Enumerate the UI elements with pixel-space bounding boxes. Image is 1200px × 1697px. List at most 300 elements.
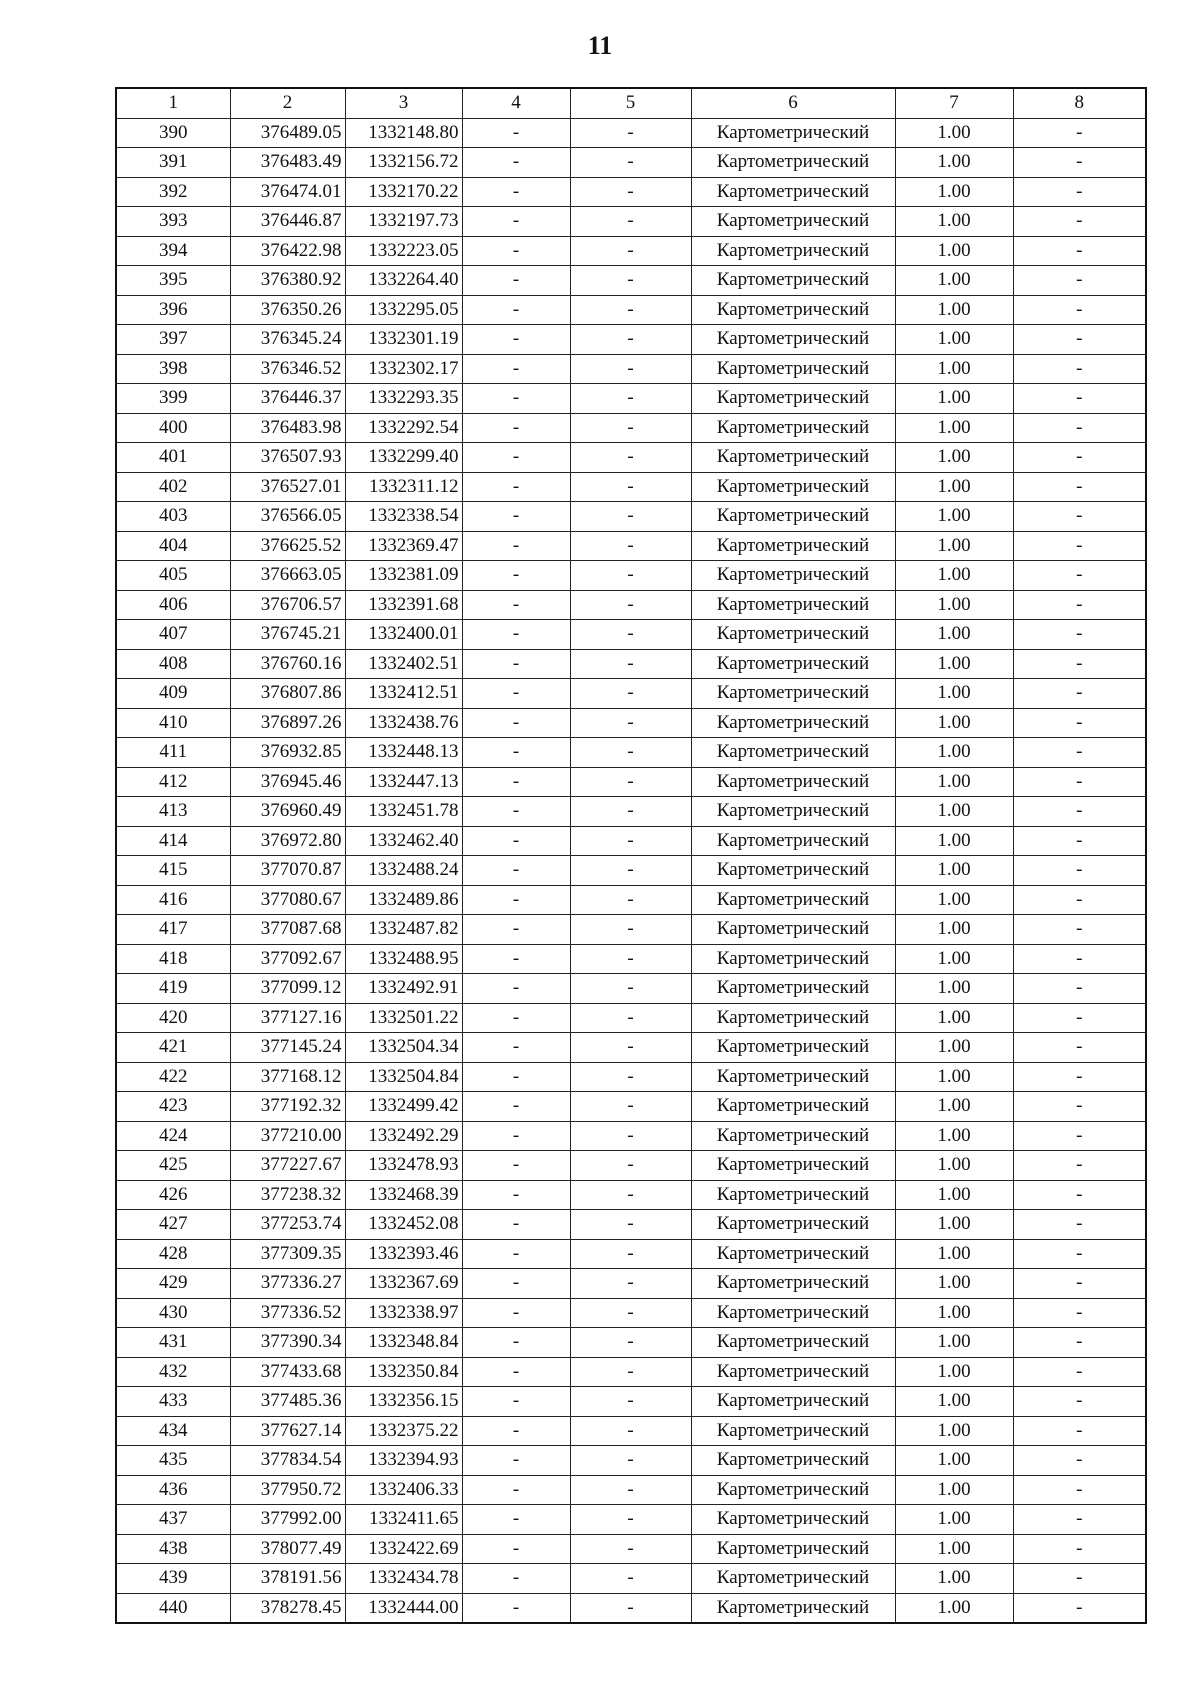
- cell-coord-x: 376345.24: [230, 325, 345, 355]
- cell-accuracy: 1.00: [895, 472, 1013, 502]
- cell-col-4: -: [462, 620, 570, 650]
- cell-col-5: -: [570, 738, 691, 768]
- cell-coord-x: 376625.52: [230, 531, 345, 561]
- cell-col-5: -: [570, 1151, 691, 1181]
- cell-accuracy: 1.00: [895, 915, 1013, 945]
- cell-method: Картометрический: [691, 649, 895, 679]
- cell-method: Картометрический: [691, 325, 895, 355]
- header-cell: 8: [1013, 88, 1146, 118]
- cell-coord-x: 377950.72: [230, 1475, 345, 1505]
- cell-point-number: 396: [116, 295, 230, 325]
- cell-coord-y: 1332338.54: [345, 502, 462, 532]
- cell-col-8: -: [1013, 148, 1146, 178]
- cell-col-5: -: [570, 974, 691, 1004]
- table-row: [116, 295, 1146, 325]
- cell-coord-y: 1332293.35: [345, 384, 462, 414]
- cell-coord-y: 1332448.13: [345, 738, 462, 768]
- cell-accuracy: 1.00: [895, 1239, 1013, 1269]
- table-row: [116, 826, 1146, 856]
- cell-coord-y: 1332299.40: [345, 443, 462, 473]
- cell-accuracy: 1.00: [895, 295, 1013, 325]
- cell-col-5: -: [570, 295, 691, 325]
- cell-point-number: 431: [116, 1328, 230, 1358]
- table-row: [116, 1210, 1146, 1240]
- cell-coord-y: 1332348.84: [345, 1328, 462, 1358]
- cell-point-number: 394: [116, 236, 230, 266]
- cell-col-4: -: [462, 915, 570, 945]
- cell-col-4: -: [462, 1210, 570, 1240]
- cell-col-8: -: [1013, 826, 1146, 856]
- cell-coord-x: 377336.52: [230, 1298, 345, 1328]
- cell-method: Картометрический: [691, 502, 895, 532]
- cell-col-5: -: [570, 1298, 691, 1328]
- cell-col-4: -: [462, 443, 570, 473]
- cell-accuracy: 1.00: [895, 354, 1013, 384]
- cell-accuracy: 1.00: [895, 590, 1013, 620]
- cell-coord-x: 376446.37: [230, 384, 345, 414]
- cell-col-5: -: [570, 384, 691, 414]
- cell-point-number: 424: [116, 1121, 230, 1151]
- cell-method: Картометрический: [691, 1269, 895, 1299]
- cell-point-number: 401: [116, 443, 230, 473]
- table-row: [116, 590, 1146, 620]
- cell-method: Картометрический: [691, 856, 895, 886]
- cell-coord-x: 377145.24: [230, 1033, 345, 1063]
- cell-col-5: -: [570, 266, 691, 296]
- table-row: [116, 502, 1146, 532]
- cell-col-5: -: [570, 590, 691, 620]
- table-row: [116, 738, 1146, 768]
- cell-col-5: -: [570, 1210, 691, 1240]
- cell-col-8: -: [1013, 384, 1146, 414]
- cell-accuracy: 1.00: [895, 1593, 1013, 1623]
- cell-method: Картометрический: [691, 1564, 895, 1594]
- cell-accuracy: 1.00: [895, 266, 1013, 296]
- cell-col-4: -: [462, 1505, 570, 1535]
- cell-col-5: -: [570, 1328, 691, 1358]
- table-row: [116, 1593, 1146, 1623]
- cell-point-number: 416: [116, 885, 230, 915]
- header-cell: 5: [570, 88, 691, 118]
- cell-accuracy: 1.00: [895, 1505, 1013, 1535]
- cell-col-5: -: [570, 1446, 691, 1476]
- cell-col-8: -: [1013, 531, 1146, 561]
- cell-method: Картометрический: [691, 1593, 895, 1623]
- cell-accuracy: 1.00: [895, 413, 1013, 443]
- cell-point-number: 393: [116, 207, 230, 237]
- header-cell: 1: [116, 88, 230, 118]
- table-row: [116, 1239, 1146, 1269]
- cell-coord-y: 1332478.93: [345, 1151, 462, 1181]
- cell-coord-x: 378191.56: [230, 1564, 345, 1594]
- cell-method: Картометрический: [691, 974, 895, 1004]
- cell-accuracy: 1.00: [895, 885, 1013, 915]
- cell-coord-x: 376960.49: [230, 797, 345, 827]
- cell-coord-x: 376483.49: [230, 148, 345, 178]
- cell-accuracy: 1.00: [895, 1475, 1013, 1505]
- table-body: [116, 118, 1146, 1623]
- cell-coord-x: 377192.32: [230, 1092, 345, 1122]
- table-row: [116, 561, 1146, 591]
- cell-method: Картометрический: [691, 1387, 895, 1417]
- cell-coord-x: 376422.98: [230, 236, 345, 266]
- cell-accuracy: 1.00: [895, 443, 1013, 473]
- cell-col-8: -: [1013, 1505, 1146, 1535]
- cell-point-number: 438: [116, 1534, 230, 1564]
- cell-col-5: -: [570, 708, 691, 738]
- cell-col-5: -: [570, 1475, 691, 1505]
- cell-col-4: -: [462, 1564, 570, 1594]
- cell-coord-x: 376945.46: [230, 767, 345, 797]
- cell-col-4: -: [462, 354, 570, 384]
- table-row: [116, 1505, 1146, 1535]
- cell-col-8: -: [1013, 1416, 1146, 1446]
- cell-col-4: -: [462, 708, 570, 738]
- cell-col-4: -: [462, 413, 570, 443]
- table-row: [116, 1092, 1146, 1122]
- cell-coord-y: 1332197.73: [345, 207, 462, 237]
- table-row: [116, 1062, 1146, 1092]
- cell-col-8: -: [1013, 1180, 1146, 1210]
- cell-accuracy: 1.00: [895, 1062, 1013, 1092]
- table-row: [116, 974, 1146, 1004]
- table-row: [116, 1446, 1146, 1476]
- cell-coord-x: 377227.67: [230, 1151, 345, 1181]
- cell-col-8: -: [1013, 1003, 1146, 1033]
- cell-col-8: -: [1013, 1033, 1146, 1063]
- table-row: [116, 649, 1146, 679]
- cell-col-5: -: [570, 797, 691, 827]
- cell-coord-y: 1332295.05: [345, 295, 462, 325]
- cell-col-8: -: [1013, 1092, 1146, 1122]
- table-row: [116, 708, 1146, 738]
- cell-coord-y: 1332504.84: [345, 1062, 462, 1092]
- cell-method: Картометрический: [691, 1505, 895, 1535]
- cell-point-number: 435: [116, 1446, 230, 1476]
- cell-accuracy: 1.00: [895, 944, 1013, 974]
- cell-coord-y: 1332394.93: [345, 1446, 462, 1476]
- cell-col-8: -: [1013, 236, 1146, 266]
- cell-method: Картометрический: [691, 148, 895, 178]
- cell-coord-y: 1332170.22: [345, 177, 462, 207]
- cell-col-5: -: [570, 177, 691, 207]
- cell-coord-x: 377210.00: [230, 1121, 345, 1151]
- table-row: [116, 413, 1146, 443]
- table-row: [116, 679, 1146, 709]
- table-row: [116, 1328, 1146, 1358]
- cell-col-5: -: [570, 915, 691, 945]
- cell-coord-y: 1332488.24: [345, 856, 462, 886]
- cell-coord-y: 1332367.69: [345, 1269, 462, 1299]
- cell-col-4: -: [462, 207, 570, 237]
- cell-accuracy: 1.00: [895, 1269, 1013, 1299]
- cell-point-number: 422: [116, 1062, 230, 1092]
- cell-point-number: 399: [116, 384, 230, 414]
- cell-accuracy: 1.00: [895, 649, 1013, 679]
- cell-col-5: -: [570, 561, 691, 591]
- cell-coord-x: 377485.36: [230, 1387, 345, 1417]
- cell-col-8: -: [1013, 974, 1146, 1004]
- cell-col-5: -: [570, 354, 691, 384]
- cell-accuracy: 1.00: [895, 207, 1013, 237]
- cell-col-8: -: [1013, 1593, 1146, 1623]
- cell-method: Картометрический: [691, 443, 895, 473]
- cell-col-5: -: [570, 885, 691, 915]
- cell-col-4: -: [462, 472, 570, 502]
- cell-coord-x: 376446.87: [230, 207, 345, 237]
- cell-accuracy: 1.00: [895, 856, 1013, 886]
- cell-point-number: 412: [116, 767, 230, 797]
- cell-point-number: 415: [116, 856, 230, 886]
- cell-col-5: -: [570, 148, 691, 178]
- cell-point-number: 427: [116, 1210, 230, 1240]
- cell-col-5: -: [570, 1121, 691, 1151]
- cell-col-8: -: [1013, 443, 1146, 473]
- cell-accuracy: 1.00: [895, 561, 1013, 591]
- cell-col-4: -: [462, 1416, 570, 1446]
- cell-method: Картометрический: [691, 236, 895, 266]
- cell-method: Картометрический: [691, 354, 895, 384]
- table-row: [116, 1298, 1146, 1328]
- cell-coord-x: 377080.67: [230, 885, 345, 915]
- cell-coord-x: 376706.57: [230, 590, 345, 620]
- cell-method: Картометрический: [691, 413, 895, 443]
- table-row: [116, 472, 1146, 502]
- table-row: [116, 1564, 1146, 1594]
- header-cell: 7: [895, 88, 1013, 118]
- cell-coord-y: 1332391.68: [345, 590, 462, 620]
- cell-point-number: 404: [116, 531, 230, 561]
- cell-accuracy: 1.00: [895, 1446, 1013, 1476]
- table-row: [116, 1269, 1146, 1299]
- table-row: [116, 266, 1146, 296]
- cell-coord-x: 376350.26: [230, 295, 345, 325]
- cell-col-8: -: [1013, 1328, 1146, 1358]
- cell-col-4: -: [462, 885, 570, 915]
- cell-col-5: -: [570, 325, 691, 355]
- cell-coord-y: 1332356.15: [345, 1387, 462, 1417]
- cell-method: Картометрический: [691, 620, 895, 650]
- cell-point-number: 423: [116, 1092, 230, 1122]
- cell-point-number: 391: [116, 148, 230, 178]
- cell-col-5: -: [570, 944, 691, 974]
- cell-col-4: -: [462, 1446, 570, 1476]
- cell-col-5: -: [570, 856, 691, 886]
- cell-point-number: 398: [116, 354, 230, 384]
- cell-point-number: 406: [116, 590, 230, 620]
- cell-col-4: -: [462, 384, 570, 414]
- cell-method: Картометрический: [691, 1062, 895, 1092]
- cell-method: Картометрический: [691, 1534, 895, 1564]
- cell-accuracy: 1.00: [895, 325, 1013, 355]
- cell-col-5: -: [570, 1180, 691, 1210]
- table-row: [116, 384, 1146, 414]
- cell-method: Картометрический: [691, 1210, 895, 1240]
- cell-point-number: 413: [116, 797, 230, 827]
- table-row: [116, 1357, 1146, 1387]
- cell-col-4: -: [462, 1475, 570, 1505]
- cell-point-number: 432: [116, 1357, 230, 1387]
- cell-point-number: 429: [116, 1269, 230, 1299]
- cell-method: Картометрический: [691, 1416, 895, 1446]
- cell-accuracy: 1.00: [895, 1328, 1013, 1358]
- cell-accuracy: 1.00: [895, 797, 1013, 827]
- cell-col-5: -: [570, 1269, 691, 1299]
- cell-coord-y: 1332447.13: [345, 767, 462, 797]
- cell-coord-y: 1332393.46: [345, 1239, 462, 1269]
- header-cell: 6: [691, 88, 895, 118]
- table-row: [116, 915, 1146, 945]
- cell-coord-x: 378278.45: [230, 1593, 345, 1623]
- table-row: [116, 1416, 1146, 1446]
- cell-col-8: -: [1013, 177, 1146, 207]
- cell-point-number: 409: [116, 679, 230, 709]
- cell-method: Картометрический: [691, 177, 895, 207]
- cell-col-8: -: [1013, 1121, 1146, 1151]
- cell-coord-x: 377087.68: [230, 915, 345, 945]
- cell-col-8: -: [1013, 1534, 1146, 1564]
- table-row: [116, 1033, 1146, 1063]
- cell-method: Картометрический: [691, 679, 895, 709]
- cell-col-8: -: [1013, 1387, 1146, 1417]
- table-row: [116, 1003, 1146, 1033]
- cell-col-8: -: [1013, 620, 1146, 650]
- cell-coord-x: 377168.12: [230, 1062, 345, 1092]
- cell-coord-y: 1332412.51: [345, 679, 462, 709]
- header-cell: 2: [230, 88, 345, 118]
- cell-method: Картометрический: [691, 738, 895, 768]
- cell-coord-x: 377253.74: [230, 1210, 345, 1240]
- cell-method: Картометрический: [691, 1151, 895, 1181]
- cell-col-8: -: [1013, 1151, 1146, 1181]
- cell-col-4: -: [462, 1062, 570, 1092]
- cell-accuracy: 1.00: [895, 1387, 1013, 1417]
- cell-accuracy: 1.00: [895, 531, 1013, 561]
- cell-accuracy: 1.00: [895, 502, 1013, 532]
- cell-col-8: -: [1013, 1269, 1146, 1299]
- cell-coord-x: 376474.01: [230, 177, 345, 207]
- cell-col-5: -: [570, 1505, 691, 1535]
- cell-method: Картометрический: [691, 531, 895, 561]
- cell-col-4: -: [462, 177, 570, 207]
- cell-coord-y: 1332402.51: [345, 649, 462, 679]
- cell-coord-x: 376807.86: [230, 679, 345, 709]
- cell-coord-x: 377070.87: [230, 856, 345, 886]
- cell-coord-y: 1332375.22: [345, 1416, 462, 1446]
- header-cell: 4: [462, 88, 570, 118]
- cell-col-5: -: [570, 472, 691, 502]
- cell-col-8: -: [1013, 325, 1146, 355]
- cell-method: Картометрический: [691, 797, 895, 827]
- table-row: [116, 1534, 1146, 1564]
- cell-col-4: -: [462, 1033, 570, 1063]
- cell-col-5: -: [570, 679, 691, 709]
- cell-coord-x: 376489.05: [230, 118, 345, 148]
- cell-col-8: -: [1013, 266, 1146, 296]
- cell-coord-x: 376380.92: [230, 266, 345, 296]
- cell-coord-x: 377336.27: [230, 1269, 345, 1299]
- cell-method: Картометрический: [691, 384, 895, 414]
- cell-coord-x: 377092.67: [230, 944, 345, 974]
- cell-coord-x: 377627.14: [230, 1416, 345, 1446]
- cell-col-4: -: [462, 1092, 570, 1122]
- cell-coord-y: 1332487.82: [345, 915, 462, 945]
- cell-accuracy: 1.00: [895, 1534, 1013, 1564]
- table-row: [116, 177, 1146, 207]
- cell-col-4: -: [462, 649, 570, 679]
- cell-point-number: 414: [116, 826, 230, 856]
- cell-col-8: -: [1013, 561, 1146, 591]
- cell-col-8: -: [1013, 502, 1146, 532]
- cell-coord-x: 377433.68: [230, 1357, 345, 1387]
- cell-col-8: -: [1013, 679, 1146, 709]
- table-row: [116, 118, 1146, 148]
- cell-col-8: -: [1013, 767, 1146, 797]
- cell-coord-y: 1332462.40: [345, 826, 462, 856]
- cell-method: Картометрический: [691, 1475, 895, 1505]
- cell-col-8: -: [1013, 1239, 1146, 1269]
- cell-coord-y: 1332452.08: [345, 1210, 462, 1240]
- cell-col-8: -: [1013, 1564, 1146, 1594]
- cell-point-number: 417: [116, 915, 230, 945]
- cell-coord-x: 376897.26: [230, 708, 345, 738]
- cell-col-4: -: [462, 502, 570, 532]
- cell-col-8: -: [1013, 207, 1146, 237]
- cell-col-8: -: [1013, 1475, 1146, 1505]
- cell-method: Картометрический: [691, 207, 895, 237]
- cell-col-4: -: [462, 531, 570, 561]
- cell-col-4: -: [462, 797, 570, 827]
- cell-col-4: -: [462, 826, 570, 856]
- cell-col-8: -: [1013, 590, 1146, 620]
- cell-col-8: -: [1013, 915, 1146, 945]
- cell-col-5: -: [570, 767, 691, 797]
- cell-coord-y: 1332489.86: [345, 885, 462, 915]
- cell-accuracy: 1.00: [895, 679, 1013, 709]
- cell-col-4: -: [462, 561, 570, 591]
- cell-point-number: 440: [116, 1593, 230, 1623]
- cell-col-5: -: [570, 236, 691, 266]
- cell-point-number: 400: [116, 413, 230, 443]
- cell-coord-x: 376527.01: [230, 472, 345, 502]
- cell-col-4: -: [462, 1180, 570, 1210]
- cell-point-number: 411: [116, 738, 230, 768]
- cell-accuracy: 1.00: [895, 177, 1013, 207]
- cell-col-5: -: [570, 1033, 691, 1063]
- cell-coord-x: 376760.16: [230, 649, 345, 679]
- cell-accuracy: 1.00: [895, 1564, 1013, 1594]
- cell-method: Картометрический: [691, 472, 895, 502]
- cell-col-5: -: [570, 649, 691, 679]
- cell-accuracy: 1.00: [895, 1092, 1013, 1122]
- cell-method: Картометрический: [691, 708, 895, 738]
- cell-col-5: -: [570, 1003, 691, 1033]
- table-row: [116, 797, 1146, 827]
- coordinates-table: [115, 87, 1147, 1624]
- cell-col-5: -: [570, 1239, 691, 1269]
- cell-col-5: -: [570, 826, 691, 856]
- cell-col-5: -: [570, 1416, 691, 1446]
- cell-point-number: 405: [116, 561, 230, 591]
- cell-coord-x: 376663.05: [230, 561, 345, 591]
- cell-method: Картометрический: [691, 1328, 895, 1358]
- cell-point-number: 418: [116, 944, 230, 974]
- cell-point-number: 402: [116, 472, 230, 502]
- cell-accuracy: 1.00: [895, 148, 1013, 178]
- cell-col-8: -: [1013, 354, 1146, 384]
- cell-col-4: -: [462, 1151, 570, 1181]
- cell-coord-y: 1332499.42: [345, 1092, 462, 1122]
